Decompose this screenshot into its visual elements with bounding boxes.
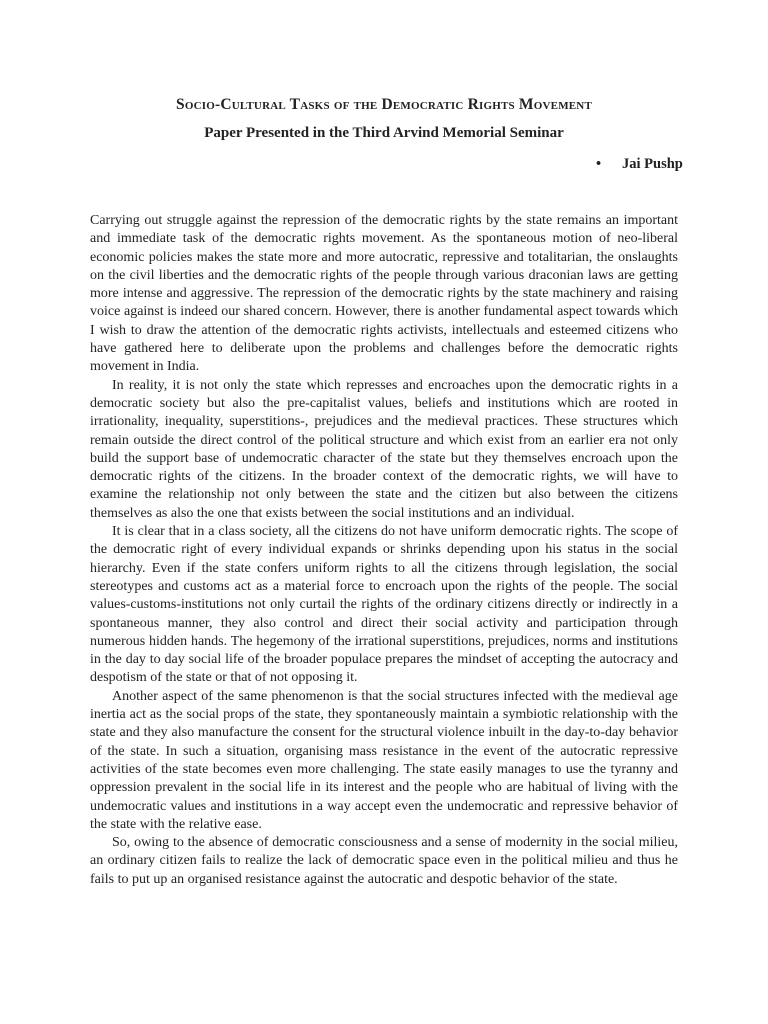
document-body (90, 212, 678, 889)
paragraph: Another aspect of the same phenomenon is that the social structures infected with the medieval age inertia act as the social props of the state, they spontaneously maintain a symbiotic relationship with the state and they also manufacture the consent for the structural violence inbuilt in the day-to-day behavior of the state. In such a situation, organising mass resistance in the event of the autocratic repressive activities of the state becomes even more challenging. The state easily manages to use the tyranny and oppression prevalent in the social life in its interest and the people who are habitual of living with the undemocratic values and institutions in a way accept even the undemocratic and repressive behavior of the state with the relative ease. (90, 688, 678, 832)
paragraph: In reality, it is not only the state which represses and encroaches upon the democratic rights in a democratic society but also the pre-capitalist values, beliefs and institutions which are rooted in irrationality, inequality, superstitions-, prejudices and the medieval practices. These structures which remain outside the direct control of the political structure and which exist from an earlier era not only build the support base of undemocratic character of the state but they themselves encroach upon the democratic rights of the citizens. In the broader context of the democratic rights, we will have to examine the relationship not only between the state and the citizen but also between the citizens themselves as also the one that exists between the social institutions and an individual. (90, 377, 678, 521)
bullet-icon: • (596, 156, 602, 172)
document-subtitle: Paper Presented in the Third Arvind Memorial Seminar (204, 125, 564, 141)
author-name: Jai Pushp (622, 156, 683, 172)
paragraph: So, owing to the absence of democratic consciousness and a sense of modernity in the social milieu, an ordinary citizen fails to realize the lack of democratic space even in the political milieu and thus he fails to put up an organised resistance against the autocratic and despotic behavior of the state. (90, 835, 678, 887)
paragraph: It is clear that in a class society, all the citizens do not have uniform democratic rights. The scope of the democratic right of every individual expands or shrinks depending upon his status in the social hierarchy. Even if the state confers uniform rights to all the citizens through legislation, the social stereotypes and customs act as a material force to encroach upon the rights of the people. The social values-customs-institutions not only curtail the rights of the ordinary citizens directly or indirectly in a spontaneous manner, they also control and direct their social activity and participation through numerous hidden hands. The hegemony of the irrational superstitions, prejudices, norms and institutions in the day to day social life of the broader populace prepares the mindset of accepting the autocracy and despotism of the state or that of not opposing it. (90, 524, 678, 686)
author-line (596, 156, 683, 173)
document-title: Socio-Cultural Tasks of the Democratic Rights Movement (176, 96, 592, 113)
paragraph: Carrying out struggle against the repression of the democratic rights by the state remains an important and immediate task of the democratic rights movement. As the spontaneous motion of neo-liberal economic policies makes the state more and more autocratic, repressive and totalitarian, the onslaughts on the civil liberties and the democratic rights of the people through various draconian laws are getting more intense and aggressive. The repression of the democratic rights by the state machinery and raising voice against is indeed our shared concern. However, there is another fundamental aspect towards which I wish to draw the attention of the democratic rights activists, intellectuals and esteemed citizens who have gathered here to deliberate upon the problems and challenges before the democratic rights movement in India. (90, 213, 678, 375)
